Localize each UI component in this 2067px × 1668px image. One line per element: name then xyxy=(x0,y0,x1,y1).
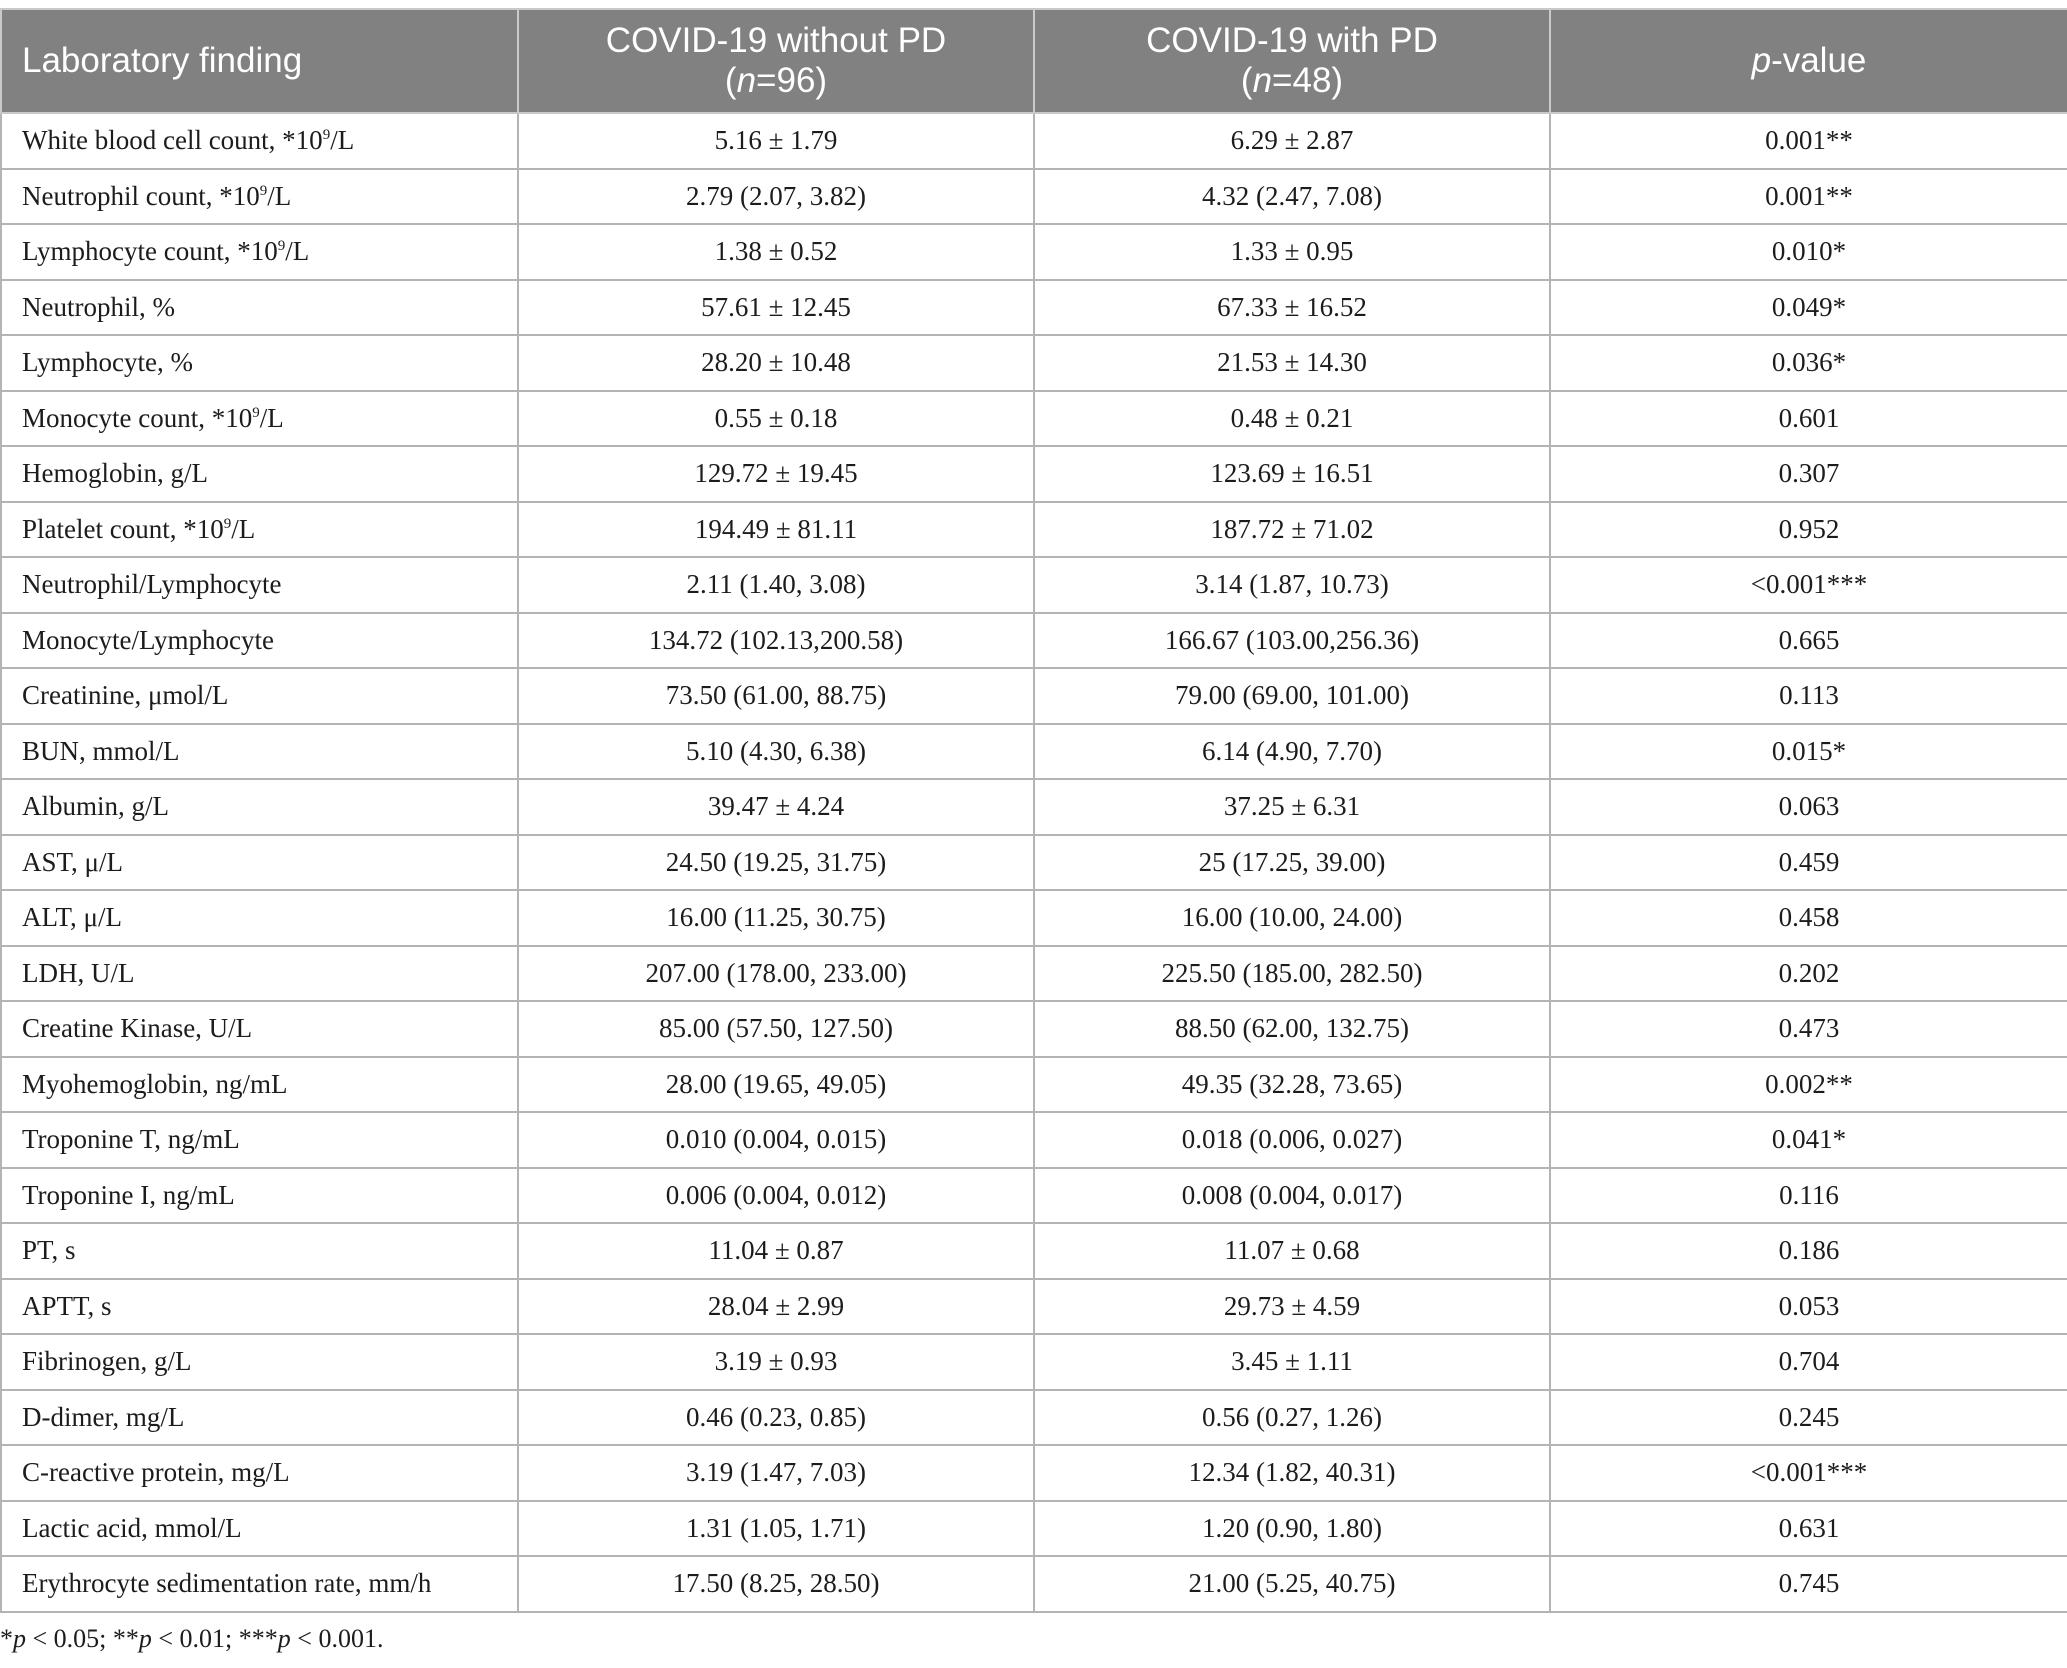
row-label xyxy=(1,335,518,391)
cell-p-value: 0.202 xyxy=(1550,946,2067,1002)
table-row xyxy=(1,724,2067,780)
cell-p-value: 0.053 xyxy=(1550,1279,2067,1335)
cell-with-pd: 29.73 ± 4.59 xyxy=(1034,1279,1550,1335)
cell-with-pd: 25 (17.25, 39.00) xyxy=(1034,835,1550,891)
row-label-text: Creatine Kinase, U/L xyxy=(22,1013,253,1044)
cell-p-value: 0.036* xyxy=(1550,335,2067,391)
header-with-pd xyxy=(1034,9,1550,113)
table-row xyxy=(1,391,2067,447)
header-without-pd-n: (n=96) xyxy=(724,61,828,100)
cell-p-value: 0.063 xyxy=(1550,779,2067,835)
row-label xyxy=(1,446,518,502)
header-without-pd-n-value: =96 xyxy=(756,61,816,100)
cell-p-value: 0.186 xyxy=(1550,1223,2067,1279)
row-label-text: Myohemoglobin, ng/mL xyxy=(22,1068,288,1099)
cell-without-pd: 0.006 (0.004, 0.012) xyxy=(518,1168,1034,1224)
cell-with-pd: 6.29 ± 2.87 xyxy=(1034,113,1550,169)
header-with-pd-n-symbol: n xyxy=(1252,61,1273,100)
row-label-exponent: 9 xyxy=(252,404,260,421)
table-row xyxy=(1,1112,2067,1168)
cell-with-pd: 12.34 (1.82, 40.31) xyxy=(1034,1445,1550,1501)
table-row xyxy=(1,113,2067,169)
cell-with-pd: 123.69 ± 16.51 xyxy=(1034,446,1550,502)
row-label-exponent: 9 xyxy=(223,515,232,532)
cell-without-pd: 85.00 (57.50, 127.50) xyxy=(518,1001,1034,1057)
row-label-unit: /L xyxy=(330,125,355,156)
row-label-unit: /L xyxy=(259,402,284,433)
table-row xyxy=(1,1168,2067,1224)
cell-p-value: 0.049* xyxy=(1550,280,2067,336)
header-row xyxy=(1,9,2067,113)
cell-without-pd: 3.19 (1.47, 7.03) xyxy=(518,1445,1034,1501)
cell-with-pd: 16.00 (10.00, 24.00) xyxy=(1034,890,1550,946)
row-label-text: ALT, μ/L xyxy=(22,902,122,933)
cell-with-pd: 3.45 ± 1.11 xyxy=(1034,1334,1550,1390)
row-label xyxy=(1,280,518,336)
row-label xyxy=(1,1501,518,1557)
row-label xyxy=(1,1445,518,1501)
cell-without-pd: 3.19 ± 0.93 xyxy=(518,1334,1034,1390)
row-label xyxy=(1,557,518,613)
table-row xyxy=(1,224,2067,280)
table-row xyxy=(1,613,2067,669)
row-label xyxy=(1,1334,518,1390)
cell-without-pd: 28.04 ± 2.99 xyxy=(518,1279,1034,1335)
table-row xyxy=(1,502,2067,558)
row-label xyxy=(1,391,518,447)
table-row xyxy=(1,557,2067,613)
cell-p-value: 0.001** xyxy=(1550,113,2067,169)
cell-p-value: 0.015* xyxy=(1550,724,2067,780)
row-label-text: PT, s xyxy=(22,1235,76,1266)
row-label xyxy=(1,1001,518,1057)
cell-without-pd: 0.46 (0.23, 0.85) xyxy=(518,1390,1034,1446)
cell-with-pd: 166.67 (103.00,256.36) xyxy=(1034,613,1550,669)
row-label xyxy=(1,724,518,780)
cell-without-pd: 194.49 ± 81.11 xyxy=(518,502,1034,558)
cell-with-pd: 79.00 (69.00, 101.00) xyxy=(1034,668,1550,724)
row-label xyxy=(1,1057,518,1113)
row-label-text: White blood cell count, *10 xyxy=(22,125,323,156)
table-row xyxy=(1,1001,2067,1057)
row-label-text: Neutrophil, % xyxy=(22,291,175,322)
footnote-t1: < 0.05; ** xyxy=(26,1624,139,1653)
header-laboratory-finding: Laboratory finding xyxy=(1,9,518,113)
row-label xyxy=(1,169,518,225)
row-label xyxy=(1,1223,518,1279)
cell-with-pd: 225.50 (185.00, 282.50) xyxy=(1034,946,1550,1002)
row-label-text: C-reactive protein, mg/L xyxy=(22,1457,290,1488)
cell-without-pd: 0.010 (0.004, 0.015) xyxy=(518,1112,1034,1168)
row-label xyxy=(1,1556,518,1612)
cell-p-value: 0.002** xyxy=(1550,1057,2067,1113)
row-label-exponent: 9 xyxy=(277,238,286,255)
cell-with-pd: 11.07 ± 0.68 xyxy=(1034,1223,1550,1279)
table-row xyxy=(1,169,2067,225)
row-label-text: D-dimer, mg/L xyxy=(22,1401,185,1432)
cell-without-pd: 73.50 (61.00, 88.75) xyxy=(518,668,1034,724)
table-row xyxy=(1,946,2067,1002)
row-label xyxy=(1,613,518,669)
footnote-t2: < 0.01; *** xyxy=(151,1624,278,1653)
row-label xyxy=(1,1390,518,1446)
header-with-pd-n: (n=48) xyxy=(1240,61,1344,100)
header-p-value xyxy=(1550,9,2067,113)
cell-with-pd: 0.56 (0.27, 1.26) xyxy=(1034,1390,1550,1446)
cell-without-pd: 2.79 (2.07, 3.82) xyxy=(518,169,1034,225)
cell-without-pd: 28.00 (19.65, 49.05) xyxy=(518,1057,1034,1113)
row-label-text: Lymphocyte count, *10 xyxy=(22,236,278,267)
row-label-text: AST, μ/L xyxy=(22,846,123,877)
row-label-text: Lactic acid, mmol/L xyxy=(22,1512,242,1543)
cell-p-value: 0.665 xyxy=(1550,613,2067,669)
cell-p-value: 0.245 xyxy=(1550,1390,2067,1446)
cell-without-pd: 129.72 ± 19.45 xyxy=(518,446,1034,502)
cell-p-value: <0.001*** xyxy=(1550,557,2067,613)
cell-without-pd: 24.50 (19.25, 31.75) xyxy=(518,835,1034,891)
footnote-t3: < 0.001. xyxy=(290,1624,384,1653)
row-label-text: Hemoglobin, g/L xyxy=(22,458,208,489)
row-label-text: Fibrinogen, g/L xyxy=(22,1346,192,1377)
cell-with-pd: 67.33 ± 16.52 xyxy=(1034,280,1550,336)
cell-with-pd: 0.008 (0.004, 0.017) xyxy=(1034,1168,1550,1224)
row-label-text: Troponine T, ng/mL xyxy=(22,1124,240,1155)
table-row xyxy=(1,1223,2067,1279)
row-label-text: Neutrophil count, *10 xyxy=(22,180,260,211)
cell-p-value: 0.010* xyxy=(1550,224,2067,280)
cell-with-pd: 6.14 (4.90, 7.70) xyxy=(1034,724,1550,780)
header-with-pd-n-value: =48 xyxy=(1272,61,1332,100)
cell-without-pd: 1.31 (1.05, 1.71) xyxy=(518,1501,1034,1557)
table-row xyxy=(1,1057,2067,1113)
table-row xyxy=(1,779,2067,835)
cell-p-value: 0.001** xyxy=(1550,169,2067,225)
cell-without-pd: 207.00 (178.00, 233.00) xyxy=(518,946,1034,1002)
cell-p-value: 0.041* xyxy=(1550,1112,2067,1168)
cell-with-pd: 0.018 (0.006, 0.027) xyxy=(1034,1112,1550,1168)
row-label-unit: /L xyxy=(231,513,256,544)
cell-p-value: 0.952 xyxy=(1550,502,2067,558)
cell-without-pd: 5.10 (4.30, 6.38) xyxy=(518,724,1034,780)
row-label xyxy=(1,1168,518,1224)
footnote-p1: p xyxy=(13,1624,26,1653)
table-header xyxy=(1,9,2067,113)
cell-p-value: 0.458 xyxy=(1550,890,2067,946)
cell-with-pd: 4.32 (2.47, 7.08) xyxy=(1034,169,1550,225)
cell-p-value: 0.307 xyxy=(1550,446,2067,502)
cell-p-value: 0.459 xyxy=(1550,835,2067,891)
cell-p-value: 0.116 xyxy=(1550,1168,2067,1224)
row-label xyxy=(1,1112,518,1168)
cell-with-pd: 0.48 ± 0.21 xyxy=(1034,391,1550,447)
row-label xyxy=(1,1279,518,1335)
footnote-star: * xyxy=(0,1624,13,1653)
header-with-pd-title: COVID-19 with PD xyxy=(1146,21,1438,60)
table-row xyxy=(1,835,2067,891)
footnote-p2: p xyxy=(138,1624,152,1653)
header-without-pd-title: COVID-19 without PD xyxy=(605,21,947,60)
cell-with-pd: 187.72 ± 71.02 xyxy=(1034,502,1550,558)
row-label-unit: /L xyxy=(267,180,292,211)
cell-p-value: <0.001*** xyxy=(1550,1445,2067,1501)
row-label xyxy=(1,668,518,724)
cell-without-pd: 5.16 ± 1.79 xyxy=(518,113,1034,169)
cell-p-value: 0.631 xyxy=(1550,1501,2067,1557)
table-row xyxy=(1,335,2067,391)
row-label-text: Lymphocyte, % xyxy=(22,347,193,378)
row-label xyxy=(1,502,518,558)
cell-without-pd: 17.50 (8.25, 28.50) xyxy=(518,1556,1034,1612)
cell-with-pd: 1.20 (0.90, 1.80) xyxy=(1034,1501,1550,1557)
cell-p-value: 0.113 xyxy=(1550,668,2067,724)
table-row xyxy=(1,280,2067,336)
cell-without-pd: 0.55 ± 0.18 xyxy=(518,391,1034,447)
row-label-text: Neutrophil/Lymphocyte xyxy=(22,569,282,600)
cell-without-pd: 39.47 ± 4.24 xyxy=(518,779,1034,835)
cell-p-value: 0.745 xyxy=(1550,1556,2067,1612)
table-row xyxy=(1,1334,2067,1390)
cell-with-pd: 21.53 ± 14.30 xyxy=(1034,335,1550,391)
header-without-pd-n-symbol: n xyxy=(736,61,757,100)
cell-without-pd: 28.20 ± 10.48 xyxy=(518,335,1034,391)
table-row xyxy=(1,668,2067,724)
row-label-text: BUN, mmol/L xyxy=(22,735,180,766)
row-label-exponent: 9 xyxy=(259,182,268,199)
header-p-rest: -value xyxy=(1771,41,1867,80)
row-label xyxy=(1,890,518,946)
cell-p-value: 0.473 xyxy=(1550,1001,2067,1057)
table-row xyxy=(1,1279,2067,1335)
table-row xyxy=(1,1556,2067,1612)
row-label xyxy=(1,779,518,835)
table-row xyxy=(1,1501,2067,1557)
row-label xyxy=(1,113,518,169)
row-label-text: Erythrocyte sedimentation rate, mm/h xyxy=(22,1568,432,1599)
cell-with-pd: 88.50 (62.00, 132.75) xyxy=(1034,1001,1550,1057)
cell-without-pd: 57.61 ± 12.45 xyxy=(518,280,1034,336)
cell-without-pd: 11.04 ± 0.87 xyxy=(518,1223,1034,1279)
cell-with-pd: 37.25 ± 6.31 xyxy=(1034,779,1550,835)
footnote-p3: p xyxy=(277,1624,291,1653)
row-label-exponent: 9 xyxy=(322,127,331,144)
header-p-symbol: p xyxy=(1751,41,1772,80)
cell-with-pd: 21.00 (5.25, 40.75) xyxy=(1034,1556,1550,1612)
table-row xyxy=(1,890,2067,946)
row-label-text: Troponine I, ng/mL xyxy=(22,1179,235,1210)
header-without-pd xyxy=(518,9,1034,113)
cell-with-pd: 3.14 (1.87, 10.73) xyxy=(1034,557,1550,613)
row-label-unit: /L xyxy=(285,236,310,267)
row-label-text: Monocyte/Lymphocyte xyxy=(22,624,274,655)
table-body xyxy=(1,113,2067,1612)
row-label-text: APTT, s xyxy=(22,1290,112,1321)
cell-p-value: 0.704 xyxy=(1550,1334,2067,1390)
row-label-text: LDH, U/L xyxy=(22,957,135,988)
cell-without-pd: 2.11 (1.40, 3.08) xyxy=(518,557,1034,613)
row-label-text: Monocyte count, *10 xyxy=(22,402,253,433)
row-label-text: Albumin, g/L xyxy=(22,791,169,822)
row-label-text: Platelet count, *10 xyxy=(22,513,224,544)
significance-footnote xyxy=(0,1624,383,1654)
row-label-text: Creatinine, μmol/L xyxy=(22,680,229,711)
row-label xyxy=(1,835,518,891)
table-row xyxy=(1,1390,2067,1446)
row-label xyxy=(1,224,518,280)
cell-p-value: 0.601 xyxy=(1550,391,2067,447)
cell-with-pd: 49.35 (32.28, 73.65) xyxy=(1034,1057,1550,1113)
table-row xyxy=(1,1445,2067,1501)
cell-with-pd: 1.33 ± 0.95 xyxy=(1034,224,1550,280)
cell-without-pd: 1.38 ± 0.52 xyxy=(518,224,1034,280)
row-label xyxy=(1,946,518,1002)
cell-without-pd: 134.72 (102.13,200.58) xyxy=(518,613,1034,669)
table-row xyxy=(1,446,2067,502)
cell-without-pd: 16.00 (11.25, 30.75) xyxy=(518,890,1034,946)
laboratory-findings-table xyxy=(0,8,2067,1613)
